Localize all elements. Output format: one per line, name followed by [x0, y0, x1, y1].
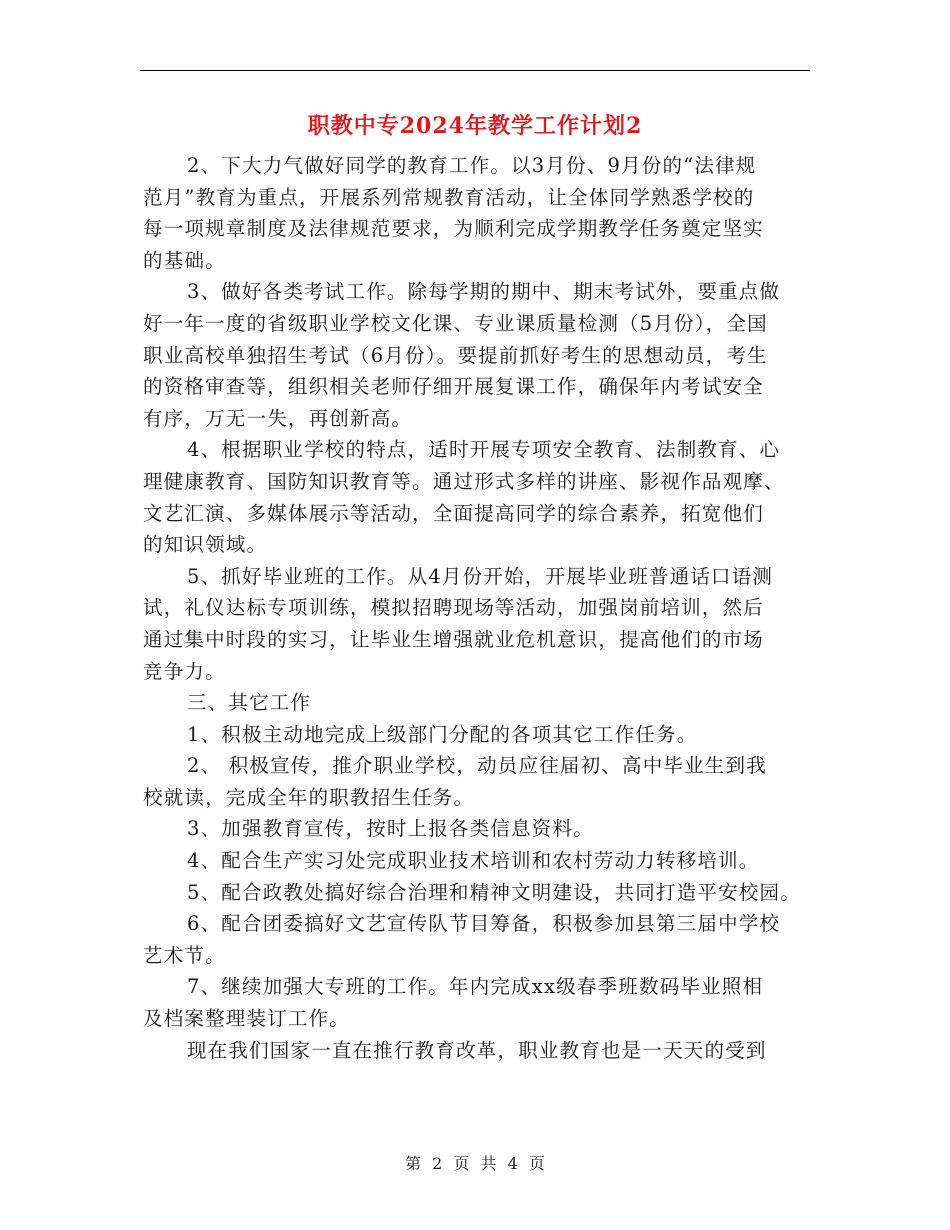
text-line: 每一项规章制度及法律规范要求，为顺利完成学期教学任务奠定坚实 [143, 217, 765, 241]
document-title: 职教中专2024年教学工作计划2 [307, 113, 643, 139]
text-line: 校就读，完成全年的职教招生任务。 [143, 785, 475, 809]
text-line: 5、抓好毕业班的工作。从4月份开始，开展毕业班普通话口语测 [187, 564, 774, 588]
text-line: 试，礼仪达标专项训练，模拟招聘现场等活动，加强岗前培训，然后 [143, 596, 765, 620]
text-line: 有序，万无一失，再创新高。 [143, 406, 413, 430]
document-body [143, 150, 811, 1066]
text-line: 3、加强教育宣传，按时上报各类信息资料。 [187, 817, 594, 841]
text-line: 及档案整理装订工作。 [143, 1007, 351, 1031]
text-line: 的知识领域。 [143, 533, 268, 557]
text-line: 的基础。 [143, 248, 226, 272]
text-line: 4、根据职业学校的特点，适时开展专项安全教育、法制教育、心 [187, 438, 781, 462]
text-line: 通过集中时段的实习，让毕业生增强就业危机意识，提高他们的市场 [143, 627, 765, 651]
header-rule [140, 70, 810, 71]
text-line: 范月”教育为重点，开展系列常规教育活动，让全体同学熟悉学校的 [143, 185, 755, 209]
page-number: 第 2 页 共 4 页 [405, 1154, 545, 1173]
text-line: 6、配合团委搞好文艺宣传队节目筹备，积极参加县第三届中学校 [187, 912, 781, 936]
text-line: 现在我们国家一直在推行教育改革，职业教育也是一天天的受到 [187, 1038, 767, 1062]
text-line: 3、做好各类考试工作。除每学期的期中、期末考试外，要重点做 [187, 280, 781, 304]
text-line: 竞争力。 [143, 659, 226, 683]
text-line: 2、 积极宣传，推介职业学校，动员应往届初、高中毕业生到我 [187, 754, 767, 778]
text-line: 好一年一度的省级职业学校文化课、专业课质量检测（5月份），全国 [143, 311, 768, 335]
text-line: 职业高校单独招生考试（6月份）。要提前抓好考生的思想动员，考生 [143, 343, 768, 367]
text-line: 2、下大力气做好同学的教育工作。以3月份、9月份的“法律规 [187, 154, 757, 177]
text-line: 文艺汇演、多媒体展示等活动，全面提高同学的综合素养，拓宽他们 [143, 501, 765, 525]
text-line: 1、积极主动地完成上级部门分配的各项其它工作任务。 [187, 722, 698, 746]
text-line: 三、其它工作 [187, 691, 312, 715]
text-line: 艺术节。 [143, 943, 226, 967]
text-line: 5、配合政教处搞好综合治理和精神文明建设，共同打造平安校园。 [187, 880, 801, 904]
text-line: 7、继续加强大专班的工作。年内完成xx级春季班数码毕业照相 [187, 975, 764, 999]
text-line: 4、配合生产实习处完成职业技术培训和农村劳动力转移培训。 [187, 849, 760, 873]
text-line: 的资格审查等，组织相关老师仔细开展复课工作，确保年内考试安全 [143, 375, 765, 399]
text-line: 理健康教育、国防知识教育等。通过形式多样的讲座、影视作品观摩、 [143, 469, 785, 493]
